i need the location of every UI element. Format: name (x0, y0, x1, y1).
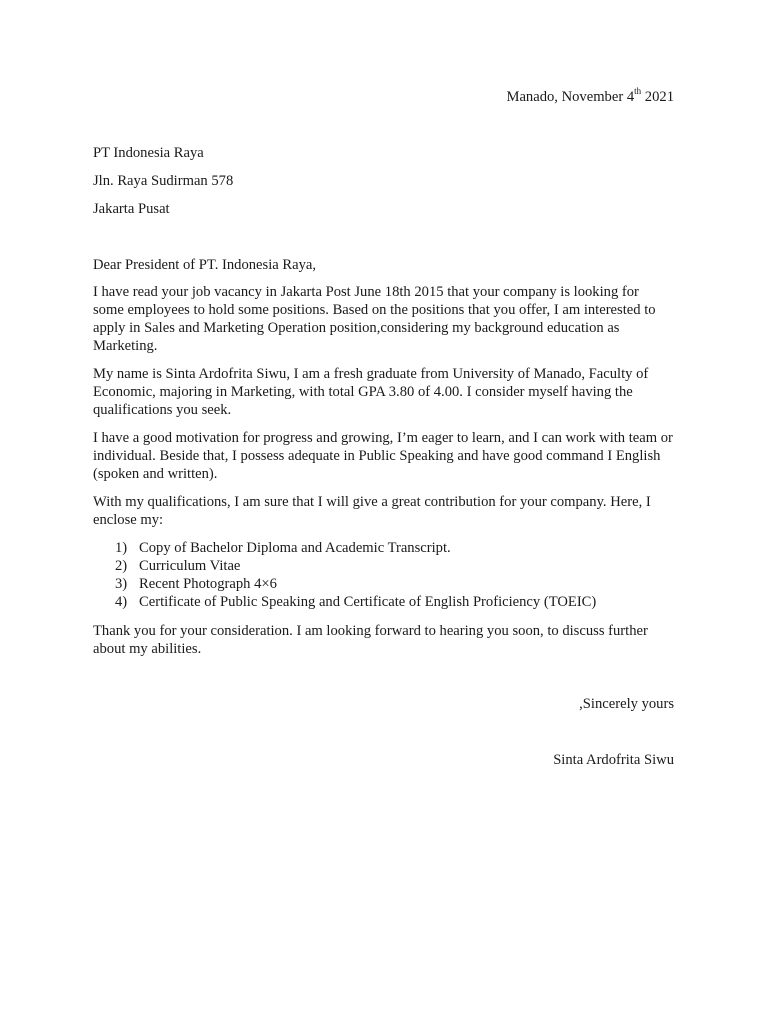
body-paragraph (93, 429, 673, 483)
closing-paragraph (93, 622, 673, 658)
signature-name: Sinta Ardofrita Siwu (553, 752, 674, 768)
salutation: Dear President of PT. Indonesia Raya, (93, 257, 317, 273)
list-number: 3) (115, 576, 128, 592)
list-item-text: Copy of Bachelor Diploma and Academic Transcript. (139, 540, 451, 556)
complimentary-close: ,Sincerely yours (579, 696, 674, 712)
recipient-city: Jakarta Pusat (93, 201, 170, 217)
list-number: 4) (115, 594, 128, 610)
list-item (115, 593, 655, 611)
letter-date (506, 88, 674, 106)
list-item (115, 575, 655, 593)
list-item-text: Certificate of Public Speaking and Certificate of English Proficiency (TOEIC) (139, 594, 597, 610)
enclosure-list (115, 539, 655, 611)
list-item (115, 539, 655, 557)
date-prefix: Manado, November 4 (506, 89, 635, 105)
recipient-company: PT Indonesia Raya (93, 145, 204, 161)
date-suffix: 2021 (641, 89, 674, 105)
body-paragraph (93, 493, 673, 529)
paragraph-text: My name is Sinta Ardofrita Siwu, I am a fresh graduate from University of Manado, Faculty of Economic, majoring in Marketing, with total GPA 3.80 of 4.00. I consider myself having the qualifications you seek. (93, 366, 649, 418)
list-number: 2) (115, 558, 128, 574)
list-item (115, 557, 655, 575)
paragraph-text: I have read your job vacancy in Jakarta Post June 18th 2015 that your company is looking for some employees to hold some positions. Based on the positions that you offer, I am interested to apply in Sales and Marketing Operation position,considering my background education as Marketing. (93, 284, 656, 354)
list-number: 1) (115, 540, 128, 556)
date-superscript: th (634, 86, 642, 97)
paragraph-text: I have a good motivation for progress and growing, I’m eager to learn, and I can work with team or individual. Beside that, I possess adequate in Public Speaking and have good command I English (spoken and written). (93, 430, 673, 482)
body-paragraph (93, 283, 673, 355)
recipient-street: Jln. Raya Sudirman 578 (93, 173, 234, 189)
list-item-text: Recent Photograph 4×6 (139, 576, 277, 592)
paragraph-text: Thank you for your consideration. I am looking forward to hearing you soon, to discuss further about my abilities. (93, 623, 648, 657)
body-paragraph (93, 365, 673, 419)
paragraph-text: With my qualifications, I am sure that I will give a great contribution for your company. Here, I enclose my: (93, 494, 651, 528)
list-item-text: Curriculum Vitae (139, 558, 241, 574)
